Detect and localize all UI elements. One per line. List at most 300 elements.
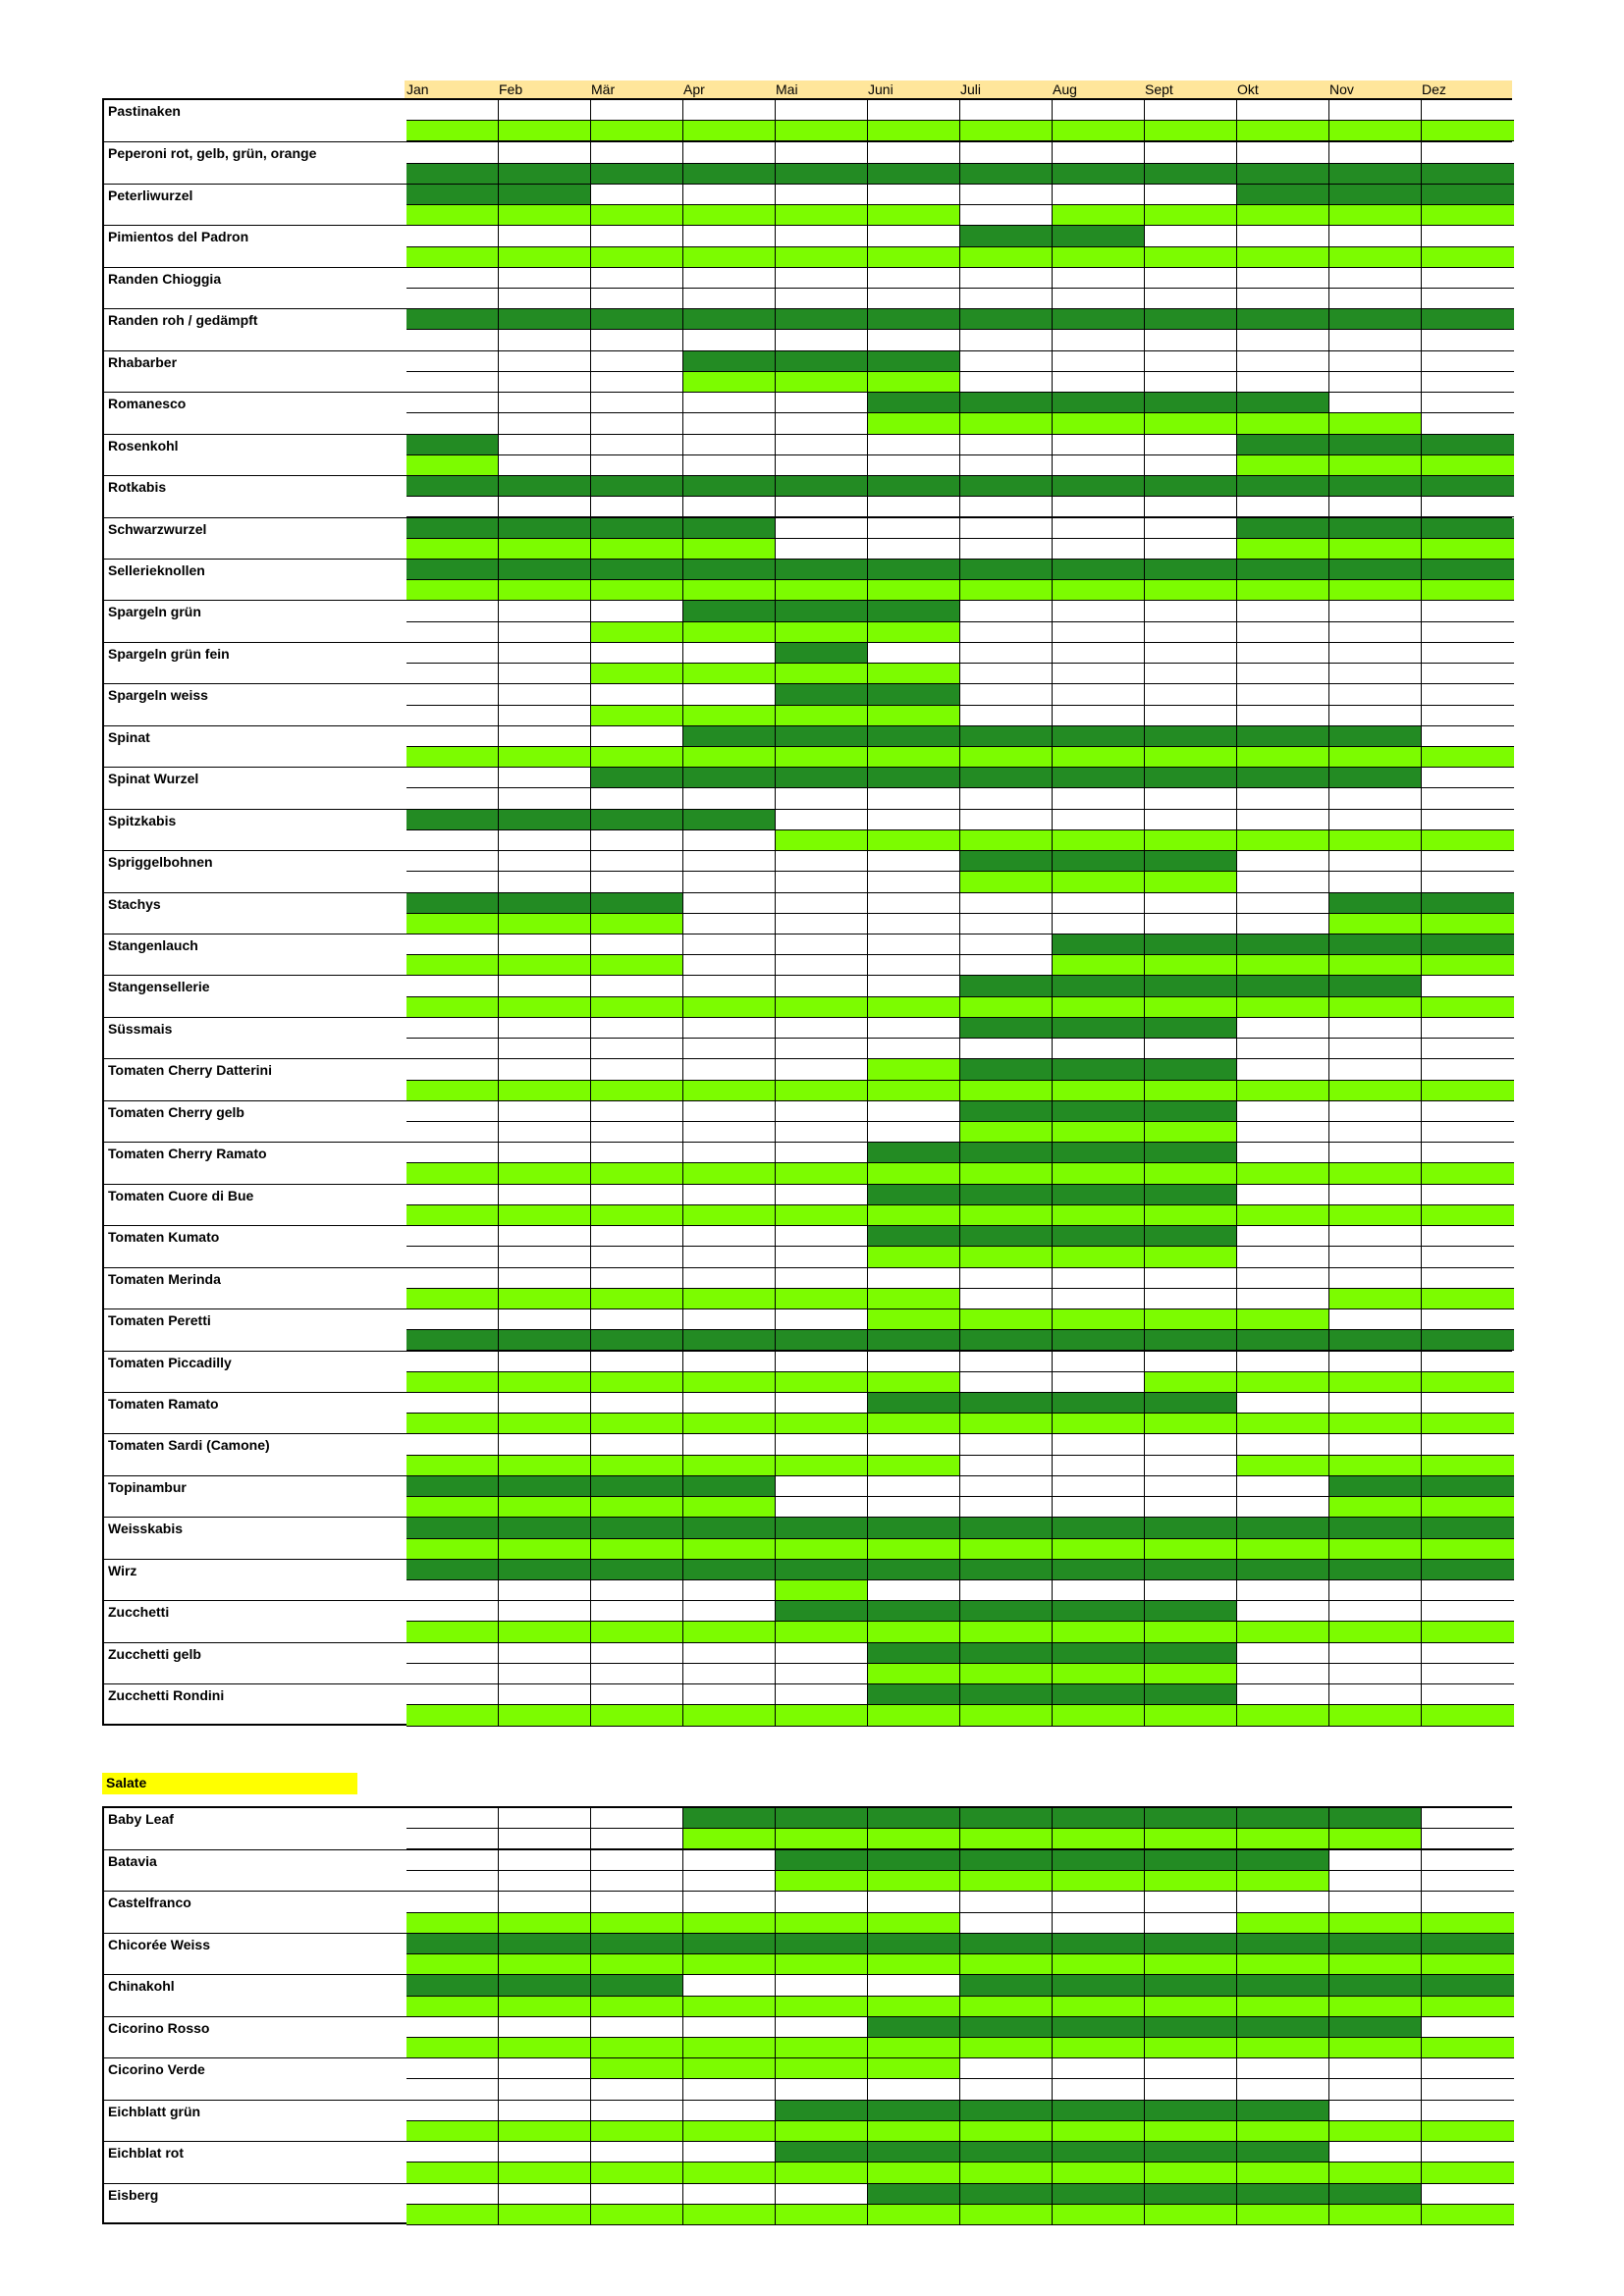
season-cell-bottom bbox=[499, 1456, 591, 1476]
item-name: Topinambur bbox=[108, 1478, 187, 1495]
season-cell-bottom bbox=[1145, 580, 1237, 601]
season-cell-top bbox=[1145, 142, 1237, 163]
season-cell-bottom bbox=[683, 830, 776, 851]
season-cell-top bbox=[868, 309, 960, 330]
season-cell-top bbox=[1145, 1684, 1237, 1705]
season-cell-top bbox=[1053, 518, 1145, 539]
season-cell-bottom bbox=[1053, 497, 1145, 517]
item-name-cell bbox=[104, 976, 407, 1016]
season-cell-top bbox=[499, 1434, 591, 1455]
season-cell-bottom bbox=[868, 2079, 960, 2100]
season-cell-top bbox=[960, 726, 1053, 747]
season-cell-bottom bbox=[499, 1497, 591, 1518]
season-cell-bottom bbox=[1053, 1997, 1145, 2017]
season-cell-bottom bbox=[1329, 2205, 1422, 2225]
season-cell-bottom bbox=[683, 1372, 776, 1393]
season-cell-bottom bbox=[960, 1289, 1053, 1309]
season-cell-top bbox=[406, 1309, 499, 1330]
season-cell-top bbox=[1237, 226, 1329, 246]
season-cell-top bbox=[776, 810, 868, 830]
season-cell-bottom bbox=[868, 1829, 960, 1849]
season-cell-bottom bbox=[683, 539, 776, 560]
season-cell-top bbox=[499, 435, 591, 455]
season-cell-bottom bbox=[1237, 1330, 1329, 1351]
season-cell-top bbox=[960, 810, 1053, 830]
season-cell-top bbox=[1422, 2058, 1514, 2079]
season-cell-top bbox=[1422, 2017, 1514, 2038]
season-cell-top bbox=[406, 100, 499, 121]
season-cell-top bbox=[1145, 1808, 1237, 1829]
season-cell-bottom bbox=[591, 2038, 683, 2058]
season-cell-top bbox=[960, 1975, 1053, 1996]
season-cell-bottom bbox=[776, 2163, 868, 2183]
table-row bbox=[104, 225, 1510, 266]
season-cell-top bbox=[1145, 2017, 1237, 2038]
season-cell-top bbox=[1145, 643, 1237, 664]
season-cell-bottom bbox=[1053, 330, 1145, 350]
season-cell-bottom bbox=[499, 1829, 591, 1849]
season-cell-top bbox=[591, 1101, 683, 1122]
season-cell-bottom bbox=[1422, 1039, 1514, 1059]
season-cell-bottom bbox=[1145, 1664, 1237, 1684]
season-cell-bottom bbox=[960, 1456, 1053, 1476]
season-cell-top bbox=[683, 976, 776, 996]
season-cell-bottom bbox=[960, 372, 1053, 393]
season-cell-top bbox=[591, 1892, 683, 1912]
season-cell-bottom bbox=[1145, 1289, 1237, 1309]
season-cell-top bbox=[1237, 726, 1329, 747]
season-cell-bottom bbox=[683, 1163, 776, 1184]
season-cell-bottom bbox=[591, 872, 683, 892]
season-cell-top bbox=[868, 976, 960, 996]
season-cell-top bbox=[406, 393, 499, 413]
season-cell-top bbox=[591, 226, 683, 246]
season-cell-top bbox=[960, 1643, 1053, 1664]
season-cell-top bbox=[499, 476, 591, 497]
item-name-cell bbox=[104, 1101, 407, 1142]
season-cell-top bbox=[591, 435, 683, 455]
season-cell-top bbox=[1053, 309, 1145, 330]
season-cell-bottom bbox=[406, 1039, 499, 1059]
item-name-cell bbox=[104, 435, 407, 475]
season-cell-bottom bbox=[1053, 747, 1145, 768]
season-cell-top bbox=[776, 393, 868, 413]
season-cell-top bbox=[499, 1185, 591, 1205]
season-cell-top bbox=[1422, 934, 1514, 955]
season-cell-top bbox=[868, 2017, 960, 2038]
season-cell-top bbox=[406, 1185, 499, 1205]
season-cell-bottom bbox=[1145, 1039, 1237, 1059]
season-cell-top bbox=[591, 1018, 683, 1039]
season-cell-bottom bbox=[1329, 830, 1422, 851]
season-cell-top bbox=[1237, 1309, 1329, 1330]
season-cell-top bbox=[406, 2017, 499, 2038]
season-cell-top bbox=[960, 1808, 1053, 1829]
table-row bbox=[104, 475, 1510, 516]
table-row bbox=[104, 1559, 1510, 1600]
season-cell-bottom bbox=[591, 330, 683, 350]
season-cell-bottom bbox=[1145, 1081, 1237, 1101]
season-cell-top bbox=[591, 1934, 683, 1954]
table-row bbox=[104, 2016, 1510, 2057]
season-cell-bottom bbox=[868, 330, 960, 350]
season-cell-bottom bbox=[960, 539, 1053, 560]
season-cell-bottom bbox=[406, 455, 499, 476]
season-cell-top bbox=[1237, 2142, 1329, 2163]
season-cell-bottom bbox=[1237, 1163, 1329, 1184]
season-cell-bottom bbox=[1053, 914, 1145, 934]
season-cell-top bbox=[868, 1476, 960, 1497]
season-cell-top bbox=[960, 976, 1053, 996]
season-cell-bottom bbox=[868, 1497, 960, 1518]
season-cell-bottom bbox=[406, 164, 499, 185]
season-cell-top bbox=[406, 1934, 499, 1954]
season-cell-bottom bbox=[499, 1081, 591, 1101]
item-name: Stangenlauch bbox=[108, 937, 198, 953]
season-cell-top bbox=[499, 893, 591, 914]
season-cell-bottom bbox=[406, 830, 499, 851]
season-cell-bottom bbox=[1422, 1289, 1514, 1309]
season-cell-top bbox=[868, 142, 960, 163]
season-cell-bottom bbox=[1237, 413, 1329, 434]
season-cell-top bbox=[683, 643, 776, 664]
season-cell-bottom bbox=[591, 1039, 683, 1059]
season-cell-top bbox=[1053, 351, 1145, 372]
month-label: Juli bbox=[960, 81, 982, 97]
season-cell-bottom bbox=[776, 1122, 868, 1143]
season-cell-bottom bbox=[776, 955, 868, 976]
season-cell-bottom bbox=[1422, 1330, 1514, 1351]
season-cell-top bbox=[868, 393, 960, 413]
season-cell-top bbox=[683, 100, 776, 121]
season-cell-bottom bbox=[591, 1954, 683, 1975]
season-cell-top bbox=[1053, 2058, 1145, 2079]
season-cell-top bbox=[1053, 1643, 1145, 1664]
season-cell-bottom bbox=[406, 997, 499, 1018]
season-cell-top bbox=[683, 185, 776, 205]
season-cell-bottom bbox=[1329, 205, 1422, 226]
table-row bbox=[104, 850, 1510, 891]
season-cell-bottom bbox=[591, 1997, 683, 2017]
season-cell-bottom bbox=[591, 289, 683, 309]
season-cell-top bbox=[776, 1101, 868, 1122]
season-cell-top bbox=[591, 1850, 683, 1871]
season-cell-top bbox=[1237, 476, 1329, 497]
season-cell-bottom bbox=[1422, 1997, 1514, 2017]
season-cell-bottom bbox=[683, 1871, 776, 1892]
season-cell-top bbox=[1237, 1018, 1329, 1039]
season-cell-top bbox=[591, 643, 683, 664]
season-cell-bottom bbox=[868, 914, 960, 934]
season-cell-top bbox=[406, 435, 499, 455]
season-cell-bottom bbox=[1329, 1081, 1422, 1101]
season-cell-bottom bbox=[499, 788, 591, 809]
table-row bbox=[104, 767, 1510, 808]
season-cell-top bbox=[406, 1476, 499, 1497]
season-cell-bottom bbox=[776, 1289, 868, 1309]
item-name-cell bbox=[104, 2184, 407, 2224]
season-cell-bottom bbox=[1145, 1622, 1237, 1642]
season-cell-bottom bbox=[1422, 1829, 1514, 1849]
season-cell-bottom bbox=[1053, 372, 1145, 393]
season-cell-top bbox=[1237, 1684, 1329, 1705]
season-cell-top bbox=[776, 976, 868, 996]
season-cell-top bbox=[776, 142, 868, 163]
season-cell-top bbox=[1237, 1143, 1329, 1163]
season-cell-bottom bbox=[1329, 2163, 1422, 2183]
season-cell-top bbox=[406, 2142, 499, 2163]
season-cell-bottom bbox=[683, 1330, 776, 1351]
season-cell-top bbox=[591, 1518, 683, 1538]
season-cell-bottom bbox=[868, 455, 960, 476]
season-cell-top bbox=[499, 560, 591, 580]
season-cell-top bbox=[1329, 309, 1422, 330]
season-cell-bottom bbox=[1237, 1497, 1329, 1518]
season-cell-bottom bbox=[1145, 622, 1237, 643]
season-cell-top bbox=[1422, 226, 1514, 246]
season-cell-bottom bbox=[868, 1247, 960, 1267]
season-cell-top bbox=[406, 560, 499, 580]
season-cell-top bbox=[868, 2184, 960, 2205]
season-cell-top bbox=[1422, 726, 1514, 747]
season-cell-bottom bbox=[1053, 1913, 1145, 1934]
season-cell-top bbox=[1145, 560, 1237, 580]
season-cell-top bbox=[406, 1393, 499, 1414]
season-cell-bottom bbox=[499, 289, 591, 309]
season-cell-top bbox=[1237, 560, 1329, 580]
item-name: Rosenkohl bbox=[108, 437, 179, 454]
season-cell-top bbox=[776, 934, 868, 955]
season-cell-top bbox=[776, 601, 868, 621]
item-name-cell bbox=[104, 100, 407, 141]
season-cell-top bbox=[960, 1560, 1053, 1580]
season-cell-top bbox=[406, 2184, 499, 2205]
season-cell-bottom bbox=[683, 1205, 776, 1226]
item-name: Stangensellerie bbox=[108, 979, 210, 995]
season-cell-bottom bbox=[406, 1330, 499, 1351]
season-cell-top bbox=[868, 1808, 960, 1829]
season-cell-bottom bbox=[1053, 2038, 1145, 2058]
season-cell-top bbox=[1422, 142, 1514, 163]
season-cell-bottom bbox=[1237, 289, 1329, 309]
season-cell-top bbox=[960, 2184, 1053, 2205]
season-cell-bottom bbox=[1329, 1497, 1422, 1518]
season-cell-bottom bbox=[1329, 914, 1422, 934]
season-cell-bottom bbox=[1329, 1871, 1422, 1892]
season-cell-top bbox=[499, 726, 591, 747]
season-cell-top bbox=[1053, 1934, 1145, 1954]
season-cell-top bbox=[1145, 1309, 1237, 1330]
table-row bbox=[104, 975, 1510, 1016]
season-cell-bottom bbox=[868, 1539, 960, 1560]
season-cell-bottom bbox=[1329, 788, 1422, 809]
season-cell-top bbox=[776, 2184, 868, 2205]
season-cell-bottom bbox=[1329, 289, 1422, 309]
season-cell-bottom bbox=[683, 1913, 776, 1934]
season-cell-bottom bbox=[1422, 289, 1514, 309]
season-cell-bottom bbox=[1329, 455, 1422, 476]
season-cell-bottom bbox=[1422, 1205, 1514, 1226]
season-cell-top bbox=[683, 1101, 776, 1122]
season-cell-bottom bbox=[776, 121, 868, 141]
season-cell-top bbox=[1422, 643, 1514, 664]
season-cell-top bbox=[683, 1476, 776, 1497]
season-cell-top bbox=[776, 1643, 868, 1664]
gemuese-table bbox=[102, 98, 1512, 1726]
item-name: Zucchetti gelb bbox=[108, 1645, 201, 1662]
table-row bbox=[104, 100, 1510, 141]
season-cell-bottom bbox=[406, 706, 499, 726]
season-cell-top bbox=[1422, 309, 1514, 330]
season-cell-bottom bbox=[868, 1163, 960, 1184]
month-label: Aug bbox=[1053, 81, 1077, 97]
item-name: Weisskabis bbox=[108, 1521, 184, 1537]
season-cell-top bbox=[499, 1226, 591, 1247]
season-cell-top bbox=[683, 560, 776, 580]
season-cell-top bbox=[683, 810, 776, 830]
season-cell-top bbox=[1053, 810, 1145, 830]
month-label: Okt bbox=[1237, 81, 1259, 97]
season-cell-bottom bbox=[960, 1664, 1053, 1684]
season-cell-bottom bbox=[591, 580, 683, 601]
season-cell-top bbox=[1053, 560, 1145, 580]
season-cell-bottom bbox=[960, 1372, 1053, 1393]
season-cell-bottom bbox=[776, 1622, 868, 1642]
season-cell-bottom bbox=[591, 1205, 683, 1226]
season-cell-bottom bbox=[1422, 1580, 1514, 1601]
season-cell-bottom bbox=[591, 788, 683, 809]
table-row bbox=[104, 1017, 1510, 1058]
season-cell-bottom bbox=[960, 1622, 1053, 1642]
season-cell-bottom bbox=[960, 289, 1053, 309]
season-cell-top bbox=[406, 1808, 499, 1829]
season-cell-top bbox=[868, 768, 960, 788]
season-cell-bottom bbox=[1145, 330, 1237, 350]
season-cell-top bbox=[1329, 1934, 1422, 1954]
table-row bbox=[104, 350, 1510, 392]
season-cell-top bbox=[1422, 2142, 1514, 2163]
season-cell-top bbox=[960, 351, 1053, 372]
season-cell-top bbox=[1053, 2101, 1145, 2121]
season-cell-bottom bbox=[1329, 622, 1422, 643]
season-cell-top bbox=[683, 1892, 776, 1912]
season-cell-bottom bbox=[1237, 1081, 1329, 1101]
item-name: Pastinaken bbox=[108, 103, 181, 119]
season-cell-top bbox=[499, 268, 591, 289]
season-cell-top bbox=[683, 435, 776, 455]
season-cell-top bbox=[960, 1352, 1053, 1372]
season-cell-top bbox=[1237, 1393, 1329, 1414]
season-cell-bottom bbox=[1329, 1039, 1422, 1059]
season-cell-bottom bbox=[1329, 1829, 1422, 1849]
season-cell-bottom bbox=[1422, 1247, 1514, 1267]
season-cell-bottom bbox=[868, 622, 960, 643]
season-cell-top bbox=[1329, 726, 1422, 747]
season-cell-bottom bbox=[406, 1913, 499, 1934]
season-cell-top bbox=[1237, 268, 1329, 289]
season-cell-top bbox=[406, 309, 499, 330]
season-cell-top bbox=[683, 351, 776, 372]
season-cell-bottom bbox=[1053, 2163, 1145, 2183]
season-cell-top bbox=[499, 643, 591, 664]
season-cell-top bbox=[499, 810, 591, 830]
season-cell-top bbox=[406, 2101, 499, 2121]
season-cell-top bbox=[1237, 934, 1329, 955]
season-cell-top bbox=[868, 560, 960, 580]
season-cell-top bbox=[960, 1601, 1053, 1622]
season-cell-top bbox=[776, 309, 868, 330]
season-cell-top bbox=[868, 2101, 960, 2121]
season-cell-top bbox=[1237, 1185, 1329, 1205]
season-cell-bottom bbox=[776, 247, 868, 268]
season-cell-bottom bbox=[960, 1330, 1053, 1351]
season-cell-top bbox=[1053, 643, 1145, 664]
season-cell-top bbox=[406, 1059, 499, 1080]
season-cell-bottom bbox=[1145, 955, 1237, 976]
season-cell-top bbox=[1145, 1018, 1237, 1039]
season-cell-bottom bbox=[868, 2205, 960, 2225]
season-cell-bottom bbox=[406, 289, 499, 309]
season-cell-top bbox=[1422, 976, 1514, 996]
season-cell-bottom bbox=[960, 747, 1053, 768]
season-cell-top bbox=[683, 1934, 776, 1954]
season-cell-top bbox=[499, 1850, 591, 1871]
season-cell-bottom bbox=[1145, 1122, 1237, 1143]
season-cell-top bbox=[406, 934, 499, 955]
item-name: Tomaten Sardi (Camone) bbox=[108, 1437, 270, 1454]
season-cell-top bbox=[591, 1601, 683, 1622]
season-cell-top bbox=[683, 1560, 776, 1580]
season-cell-top bbox=[1422, 1643, 1514, 1664]
season-cell-top bbox=[1053, 893, 1145, 914]
season-cell-bottom bbox=[499, 2079, 591, 2100]
season-cell-bottom bbox=[960, 1954, 1053, 1975]
season-cell-top bbox=[960, 893, 1053, 914]
season-cell-top bbox=[1145, 268, 1237, 289]
item-name: Tomaten Ramato bbox=[108, 1395, 219, 1412]
season-cell-bottom bbox=[1237, 1414, 1329, 1434]
table-row bbox=[104, 1184, 1510, 1225]
season-cell-top bbox=[776, 2101, 868, 2121]
season-cell-top bbox=[1329, 1808, 1422, 1829]
season-cell-bottom bbox=[499, 747, 591, 768]
season-cell-top bbox=[776, 1268, 868, 1289]
table-row bbox=[104, 2100, 1510, 2141]
season-cell-top bbox=[868, 851, 960, 872]
season-cell-bottom bbox=[1053, 1871, 1145, 1892]
season-cell-top bbox=[499, 768, 591, 788]
item-name: Randen Chioggia bbox=[108, 270, 222, 287]
season-cell-bottom bbox=[776, 539, 868, 560]
season-cell-bottom bbox=[1145, 1913, 1237, 1934]
season-cell-bottom bbox=[1329, 1456, 1422, 1476]
season-cell-bottom bbox=[868, 955, 960, 976]
season-cell-bottom bbox=[499, 330, 591, 350]
item-name-cell bbox=[104, 309, 407, 349]
season-cell-top bbox=[683, 226, 776, 246]
season-cell-bottom bbox=[776, 2079, 868, 2100]
season-cell-bottom bbox=[406, 413, 499, 434]
season-cell-top bbox=[1422, 560, 1514, 580]
season-cell-top bbox=[683, 726, 776, 747]
item-name: Spinat bbox=[108, 728, 150, 745]
season-cell-top bbox=[776, 1393, 868, 1414]
season-cell-top bbox=[776, 1143, 868, 1163]
season-cell-top bbox=[1237, 1518, 1329, 1538]
season-cell-bottom bbox=[591, 955, 683, 976]
season-cell-bottom bbox=[868, 1954, 960, 1975]
season-cell-bottom bbox=[406, 747, 499, 768]
